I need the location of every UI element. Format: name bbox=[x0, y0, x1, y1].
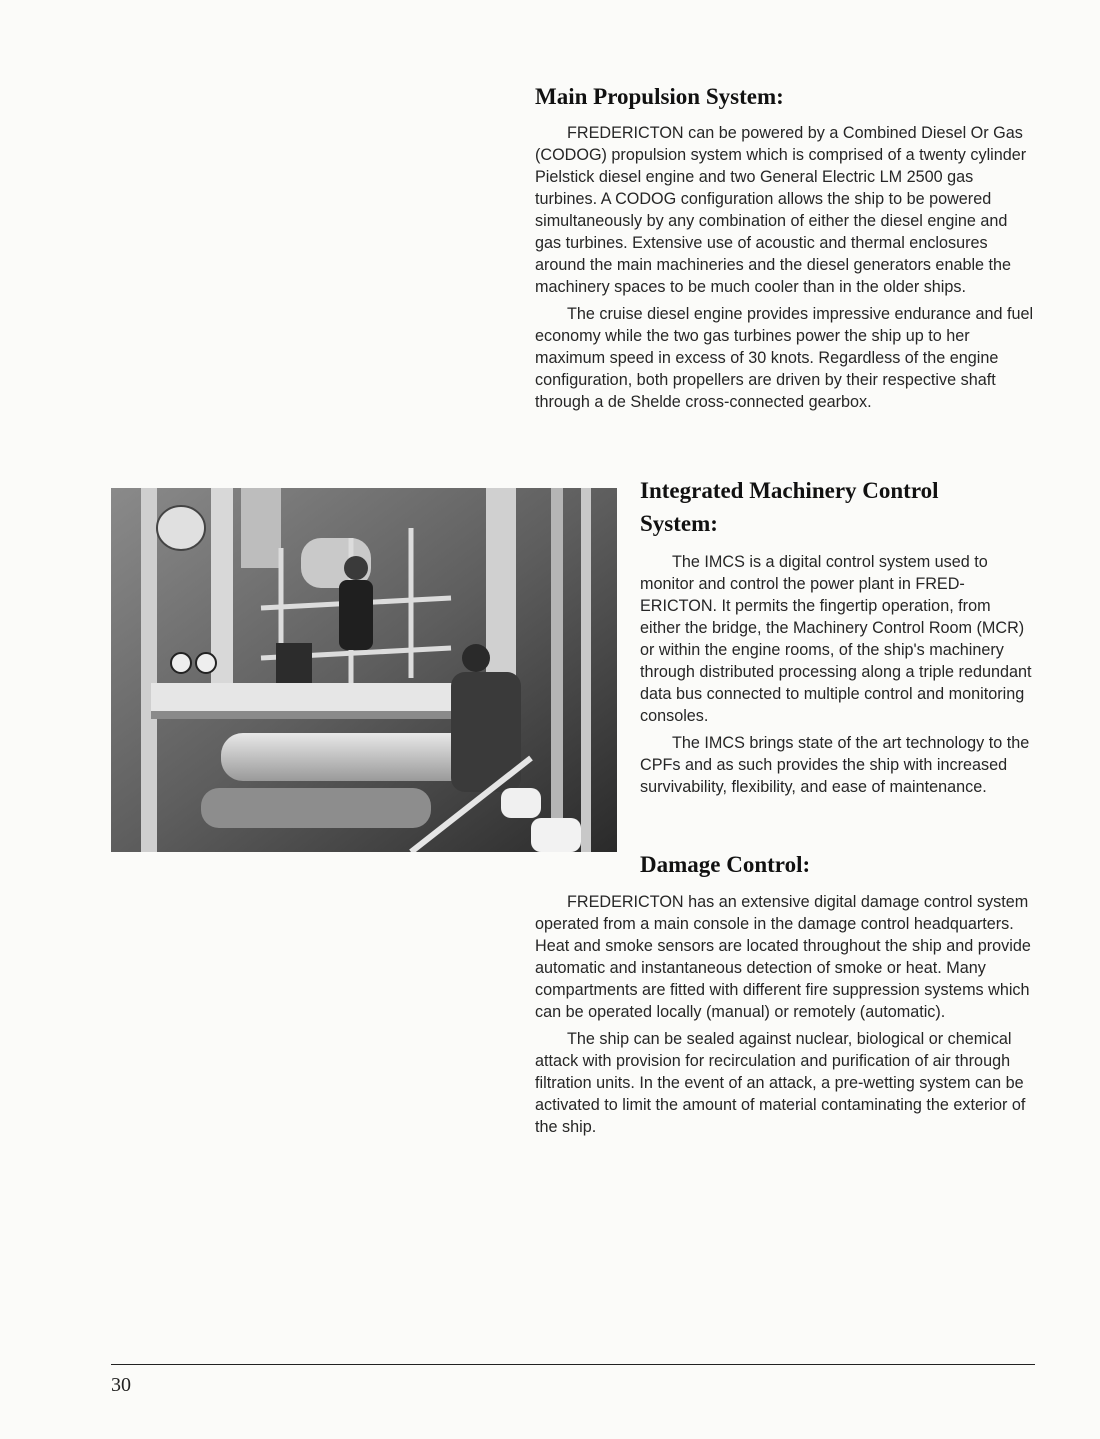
imcs-paragraph-2: The IMCS brings state of the art technology to the CPFs and as such provides the ship with increased survivability, flexibility, and ease of maintenance. bbox=[640, 734, 1030, 796]
footer-rule bbox=[111, 1364, 1035, 1365]
imcs-heading-line-1: Integrated Machinery Control bbox=[640, 478, 939, 503]
imcs-heading bbox=[640, 474, 1035, 540]
damage-control-heading: Damage Control: bbox=[640, 852, 811, 877]
main-propulsion-section bbox=[535, 84, 1035, 413]
imcs-section bbox=[640, 474, 1035, 798]
damage-control-paragraph-2: The ship can be sealed against nuclear, biological or chemical attack with provision for recirculation and purification of air through filtration units. In the event of an attack, a pre-wetting system can be activated to limit the amount of material contaminating the exterior of the ship. bbox=[535, 1030, 1026, 1136]
imcs-paragraph-1: The IMCS is a digital control system used to monitor and control the power plant in FRED-ERICTON. It permits the fingertip operation, from either the bridge, the Machinery Control Room (MCR) or within the engine rooms, of the ship's machinery through distributed processing along a triple redundant data bus connected to multiple control and monitoring consoles. bbox=[640, 553, 1032, 725]
damage-control-section bbox=[535, 852, 1035, 1138]
damage-control-paragraph-1: FREDERICTON has an extensive digital damage control system operated from a main console in the damage control headquarters. Heat and smoke sensors are located throughout the ship and provide automatic and instantaneous detection of smoke or heat. Many compartments are fitted with different fire suppression systems which can be operated locally (manual) or remotely (automatic). bbox=[535, 893, 1031, 1021]
main-propulsion-paragraph-1: FREDERICTON can be powered by a Combined Diesel Or Gas (CODOG) propulsion system which is comprised of a twenty cylinder Pielstick diesel engine and two General Electric LM 2500 gas turbines. A CODOG configuration allows the ship to be powered simultaneously by any combination of either the diesel engine and gas turbines. Extensive use of acoustic and thermal enclosures around the main machineries and the diesel generators enable the machinery spaces to be much cooler than in the older ships. bbox=[535, 124, 1027, 296]
imcs-heading-line-2: System: bbox=[640, 511, 718, 536]
main-propulsion-heading: Main Propulsion System: bbox=[535, 84, 784, 109]
page-number: 30 bbox=[111, 1374, 131, 1396]
main-propulsion-paragraph-2: The cruise diesel engine provides impressive endurance and fuel economy while the two gas turbines power the ship up to her maximum speed in excess of 30 knots. Regardless of the engine configuration, both propellers are driven by their respective shaft through a de Shelde cross-connected gearbox. bbox=[535, 305, 1034, 411]
engine-room-photo bbox=[111, 488, 617, 852]
